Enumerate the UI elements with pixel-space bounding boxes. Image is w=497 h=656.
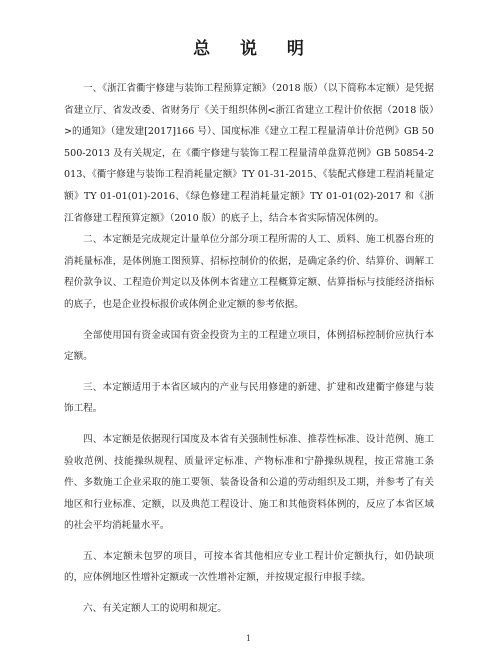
paragraph-6: 五、本定额未包罗的项目，可按本省其他相应专业工程计价定额执行，如仍缺项的，应体例地区性增补定额或一次性增补定额，并按规定报行申报手续。: [64, 550, 434, 584]
paragraph-4: 三、本定额适用于本省区域内的产业与民用修建的新建、扩建和改建衢宇修建与装饰工程。: [64, 381, 434, 415]
document-body: [64, 78, 434, 620]
paragraph-7: 六、有关定额人工的说明和规定。: [83, 603, 227, 615]
page-number: 1: [245, 634, 252, 643]
document-title: 总 说 明: [193, 39, 316, 59]
paragraph-3: 全部使用国有资金或国有资金投资为主的工程建立项目，体例招标控制价应执行本定额。: [64, 329, 434, 363]
paragraph-5: 四、本定额是依据现行国度及本省有关强制性标准、推荐性标准、设计范例、施工验收范例、技能操纵规程、质量评定标准、产物标准和宁静操纵规程，按正常施工条件、多数施工企业采取的施工要领、装备设备和公道的劳动组织及工期，并参考了有关地区和行业标准、定额，以及典范工程设计、施工和其他资料体例的，反应了本省区域的社会平均消耗量水平。: [64, 433, 434, 532]
paragraph-1: 一、《浙江省衢宇修建与装饰工程预算定额》（2018 版）（以下简称本定额）是凭据省建立厅、省发改委、省财务厅《关于组织体例<浙江省建立工程计价依据（2018 版）>的通知》（建发建[2017]166 号）、国度标准《建立工程工程量清单计价范例》GB 50500-2013 及有关规定，在《衢宇修建与装饰工程工程量清单盘算范例》GB 50854-2013、《衢宇修建与装饰工程消耗量定额》TY 01-31-2015、《装配式修建工程消耗量定额》TY 01-01(01)-2016、《绿色修建工程消耗量定额》TY 01-01(02)-2017 和《浙江省修建工程预算定额》（2010 版）的底子上，结合本省实际情况体例的。: [64, 83, 434, 224]
paragraph-2: 二、本定额是完成规定计量单位分部分项工程所需的人工、质料、施工机器台班的消耗量标准，是体例施工图预算、招标控制价的依据，是确定条约价、结算价、调解工程价款争议、工程造价判定以及体例本省建立工程概算定额、估算指标与技能经济指标的底子，也是企业投标报价或体例企业定额的参考依据。: [64, 234, 434, 310]
